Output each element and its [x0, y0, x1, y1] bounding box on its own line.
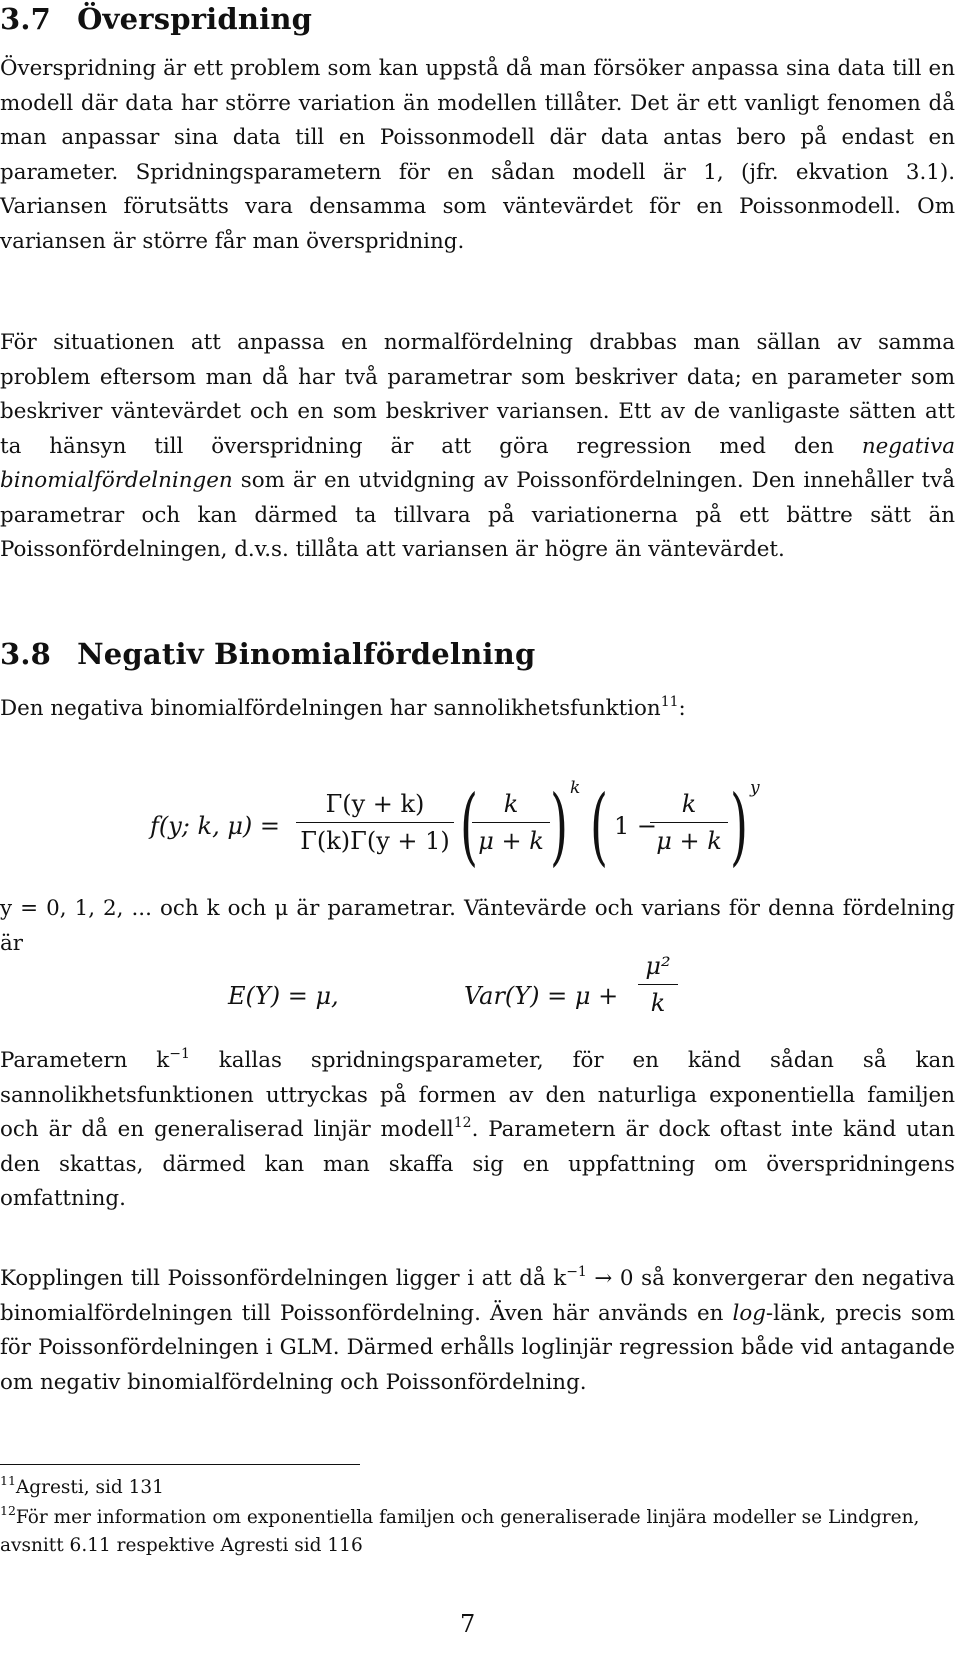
k-fraction: k μ + k — [472, 790, 550, 855]
section-title: Negativ Binomialfördelning — [77, 637, 536, 671]
footnote-divider — [0, 1464, 360, 1465]
expectation: E(Y) = μ, — [228, 982, 339, 1010]
page-number: 7 — [460, 1610, 476, 1638]
pmf-formula — [150, 777, 790, 880]
paragraph-overdispersion: Överspridning är ett problem som kan uppstå då man försöker anpassa sina data till en modell där data har större variation än modellen tillåter. Det är ett vanligt fenomen då man anpassar sina data till en Poissonmodell där data antas bero på endast en parameter. Spridningsparametern för en sådan modell är 1, (jfr. ekvation 3.1). Variansen förutsätts vara densamma som väntevärdet för en Poissonmodell. Om variansen är större får man överspridning. — [0, 56, 955, 254]
gamma-fraction: Γ(y + k) Γ(k)Γ(y + 1) — [296, 790, 454, 855]
footnote-12: $^{12}$För mer information om exponentiella familjen och generaliserade linjära modeller se Lindgren, avsnitt 6.11 respektive Agresti sid 116 — [0, 1502, 920, 1556]
paragraph-pmf-intro: Den negativa binomialfördelningen har sannolikhetsfunktion$^{11}$: — [0, 693, 686, 721]
section-heading-3-8 — [0, 637, 535, 671]
paragraph-poisson-link: Kopplingen till Poissonfördelningen ligger i att då k$^{-1}$ → 0 så konvergerar den negativa binomialfördelningen till Poissonfördelning. Även här används en log-länk, precis som för Poissonfördelningen i GLM. Därmed erhålls loglinjär regression både vid antagande om negativ binomialfördelning och Poissonfördelning. — [0, 1263, 955, 1395]
right-paren: ) — [730, 777, 749, 875]
variance-lhs: Var(Y) = μ + — [464, 982, 619, 1010]
exponent-k: k — [570, 778, 581, 798]
footnote-mark: 12 — [453, 1114, 472, 1131]
formula-lhs: f(y; k, μ) = — [150, 812, 281, 840]
paragraph-normal-distribution: För situationen att anpassa en normalfördelning drabbas man sällan av samma problem eftersom man då har två parametrar som beskriver data; en parameter som beskriver väntevärdet och en som beskriver variansen. Ett av de vanligaste sätten att ta hänsyn till överspridning är att göra regression med den negativa binomialfördelningen som är en utvidgning av Poissonfördelningen. Den innehåller två parametrar och kan därmed ta tillvara på variationerna på ett bättre sätt än Poissonfördelningen, d.v.s. tillåta att variansen är högre än väntevärdet. — [0, 330, 955, 562]
footnote-11: $^{11}$Agresti, sid 131 — [0, 1472, 164, 1498]
italic-term: negativa binomialfördelningen — [0, 433, 955, 493]
mu-squared-fraction: μ² k — [638, 952, 678, 1017]
section-heading-3-7 — [0, 2, 312, 36]
footnote-mark: 11 — [660, 693, 679, 710]
paragraph-dispersion-parameter: Parametern k$^{-1}$ kallas spridningsparameter, för en känd sådan så kan sannolikhetsfunktionen uttryckas på formen av den naturliga exponentiella familjen och är då en generaliserad linjär modell$^{12}$. Parametern är dock oftast inte känd utan den skattas, därmed kan man skaffa sig en uppfattning om överspridningens omfattning. — [0, 1045, 955, 1211]
left-paren: ( — [590, 777, 609, 875]
section-number: 3.7 — [0, 2, 52, 36]
italic-log: log — [732, 1300, 766, 1326]
section-title: Överspridning — [77, 2, 313, 36]
right-paren: ) — [550, 777, 569, 875]
section-number: 3.8 — [0, 637, 52, 671]
k-fraction-2: k μ + k — [650, 790, 728, 855]
exponent-y: y — [750, 778, 760, 798]
paragraph-parameters: y = 0, 1, 2, ... och k och μ är parametrar. Väntevärde och varians för denna fördelning är — [0, 896, 955, 956]
mean-variance-formula — [228, 952, 728, 1040]
one-minus: 1 − — [614, 812, 658, 840]
left-paren: ( — [460, 777, 479, 875]
